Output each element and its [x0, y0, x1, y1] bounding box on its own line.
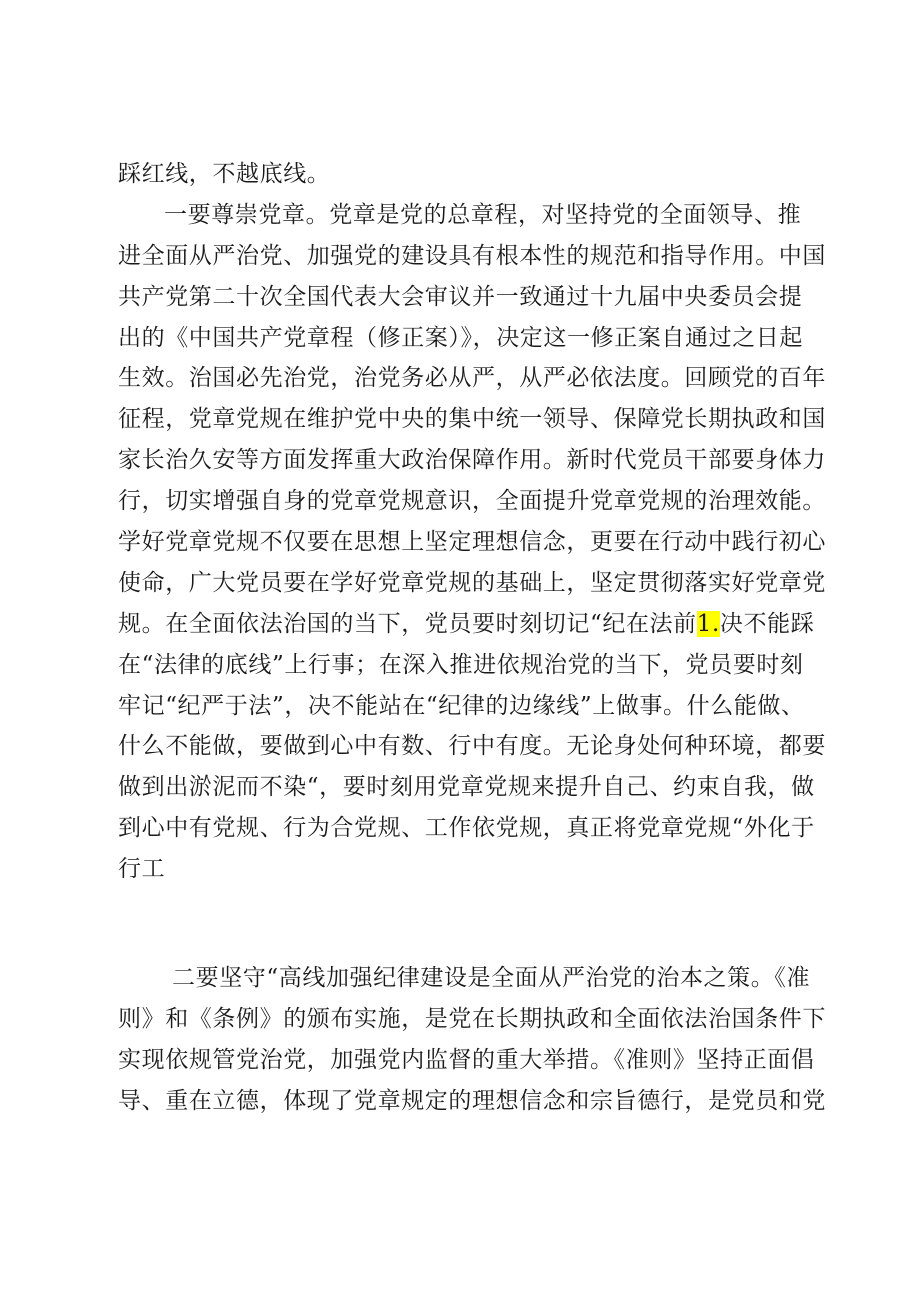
text-line: 行工 [118, 856, 166, 883]
text-line: 什么不能做，要做到心中有数、行中有度。无论身处何种环境，都要 [118, 733, 826, 760]
text-line: 家长治久安等方面发挥重大政治保障作用。新时代党员干部要身体力 [118, 447, 826, 474]
text-line: 导、重在立德，体现了党章规定的理想信念和宗旨德行，是党员和党 [118, 1087, 826, 1114]
text-line: 踩红线，不越底线。 [118, 161, 331, 187]
text-segment: 规。在全面依法治国的当下，党员要时刻切记“纪在法前 [118, 610, 697, 637]
text-line: 在“法律的底线”上行事；在深入推进依规治党的当下，党员要时刻 [118, 651, 804, 678]
text-line: 做到出淤泥而不染“，要时刻用党章党规来提升自己、约束自我，做 [118, 774, 815, 801]
text-line: 出的《中国共产党章程（修正案）》，决定这一修正案自通过之日起 [118, 324, 803, 351]
text-line: 实现依规管党治党，加强党内监督的重大举措。《准则》坚持正面倡 [118, 1046, 815, 1073]
highlighted-text: 1. [696, 610, 720, 637]
text-segment: 决不能踩 [719, 610, 815, 637]
text-line: 使命，广大党员要在学好党章党规的基础上，坚定贯彻落实好党章党 [118, 569, 826, 596]
text-line: 共产党第二十次全国代表大会审议并一致通过十九届中央委员会提 [118, 283, 803, 310]
text-line: 征程，党章党规在维护党中央的集中统一领导、保障党长期执政和国 [118, 406, 826, 433]
text-line: 生效。治国必先治党，治党务必从严，从严必依法度。回顾党的百年 [118, 365, 826, 392]
text-line: 行，切实增强自身的党章党规意识，全面提升党章党规的治理效能。 [118, 488, 826, 515]
text-line: 到心中有党规、行为合党规、工作依党规，真正将党章党规“外化于 [118, 815, 815, 842]
text-line: 进全面从严治党、加强党的建设具有根本性的规范和指导作用。中国 [118, 242, 826, 269]
paragraph-2 [118, 958, 826, 1122]
text-line: 二要坚守“高线加强纪律建设是全面从严治党的治本之策。《准 [172, 965, 811, 991]
text-line: 则》和《条例》的颁布实施，是党在长期执政和全面依法治国条件下 [118, 1005, 826, 1032]
paragraph-1 [118, 154, 826, 890]
text-line: 牢记“纪严于法”，决不能站在“纪律的边缘线”上做事。什么能做、 [118, 692, 805, 719]
text-line: 一要尊崇党章。党章是党的总章程，对坚持党的全面领导、推 [164, 201, 802, 228]
text-line: 学好党章党规不仅要在思想上坚定理想信念，更要在行动中践行初心 [118, 529, 826, 556]
highlighted-text-line [118, 604, 815, 645]
